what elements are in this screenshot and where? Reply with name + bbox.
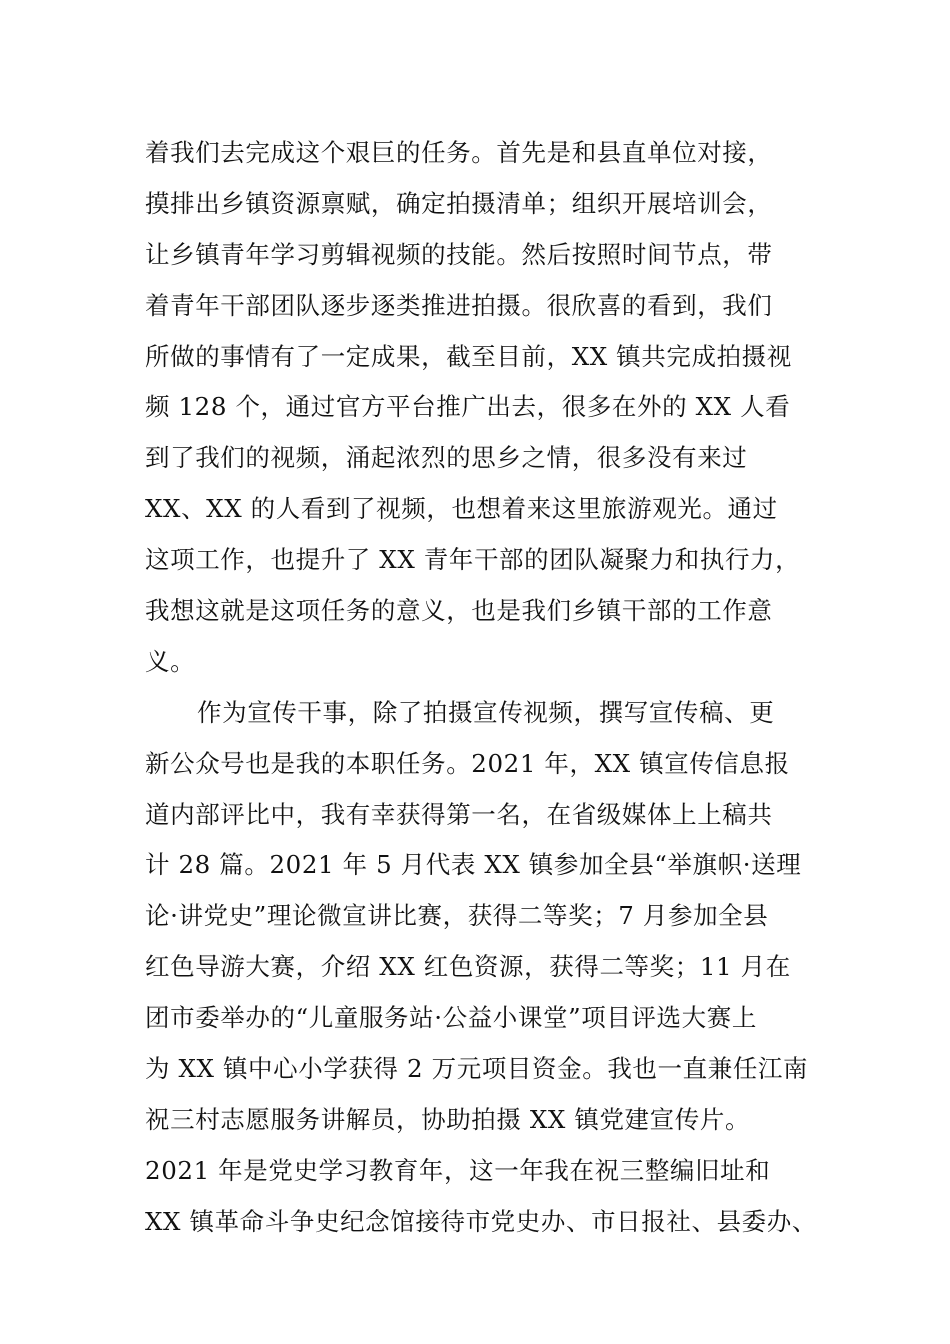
text-line-8: XX、XX 的人看到了视频，也想着来这里旅游观光。通过 [145, 494, 778, 524]
document-body [145, 128, 817, 1248]
text-line-1: 着我们去完成这个艰巨的任务。首先是和县直单位对接， [145, 138, 773, 167]
text-line-16: 论·讲党史”理论微宣讲比赛，获得二等奖；7 月参加全县 [145, 901, 769, 931]
text-line-2: 摸排出乡镇资源禀赋，确定拍摄清单；组织开展培训会， [145, 188, 773, 218]
text-line-15: 计 28 篇。2021 年 5 月代表 XX 镇参加全县“举旗帜·送理 [145, 850, 802, 880]
text-line-21: 2021 年是党史学习教育年，这一年我在祝三整编旧址和 [145, 1155, 771, 1185]
text-line-17: 红色导游大赛，介绍 XX 红色资源，获得二等奖；11 月在 [145, 952, 791, 982]
text-line-4: 着青年干部团队逐步逐类推进拍摄。很欣喜的看到，我们 [145, 290, 773, 320]
paragraph-2-first-line: 作为宣传干事，除了拍摄宣传视频，撰写宣传稿、更 [197, 697, 775, 727]
text-line-9: 这项工作，也提升了 XX 青年干部的团队凝聚力和执行力， [145, 545, 801, 575]
text-line-11: 义。 [145, 646, 196, 676]
text-line-14: 道内部评比中，我有幸获得第一名，在省级媒体上上稿共 [145, 799, 773, 829]
text-line-7: 到了我们的视频，涌起浓烈的思乡之情，很多没有来过 [145, 443, 748, 473]
text-line-20: 祝三村志愿服务讲解员，协助拍摄 XX 镇党建宣传片。 [145, 1104, 751, 1134]
text-line-19: 为 XX 镇中心小学获得 2 万元项目资金。我也一直兼任江南 [145, 1054, 809, 1084]
text-line-3: 让乡镇青年学习剪辑视频的技能。然后按照时间节点，带 [145, 239, 773, 269]
text-line-5: 所做的事情有了一定成果，截至目前，XX 镇共完成拍摄视 [145, 341, 792, 371]
text-line-18: 团市委举办的“儿童服务站·公益小课堂”项目评选大赛上 [145, 1003, 757, 1033]
text-line-22: XX 镇革命斗争史纪念馆接待市党史办、市日报社、县委办、 [145, 1206, 817, 1236]
text-line-6: 频 128 个，通过官方平台推广出去，很多在外的 XX 人看 [145, 392, 791, 422]
text-line-10: 我想这就是这项任务的意义，也是我们乡镇干部的工作意 [145, 596, 773, 626]
text-line-13: 新公众号也是我的本职任务。2021 年，XX 镇宣传信息报 [145, 748, 790, 778]
